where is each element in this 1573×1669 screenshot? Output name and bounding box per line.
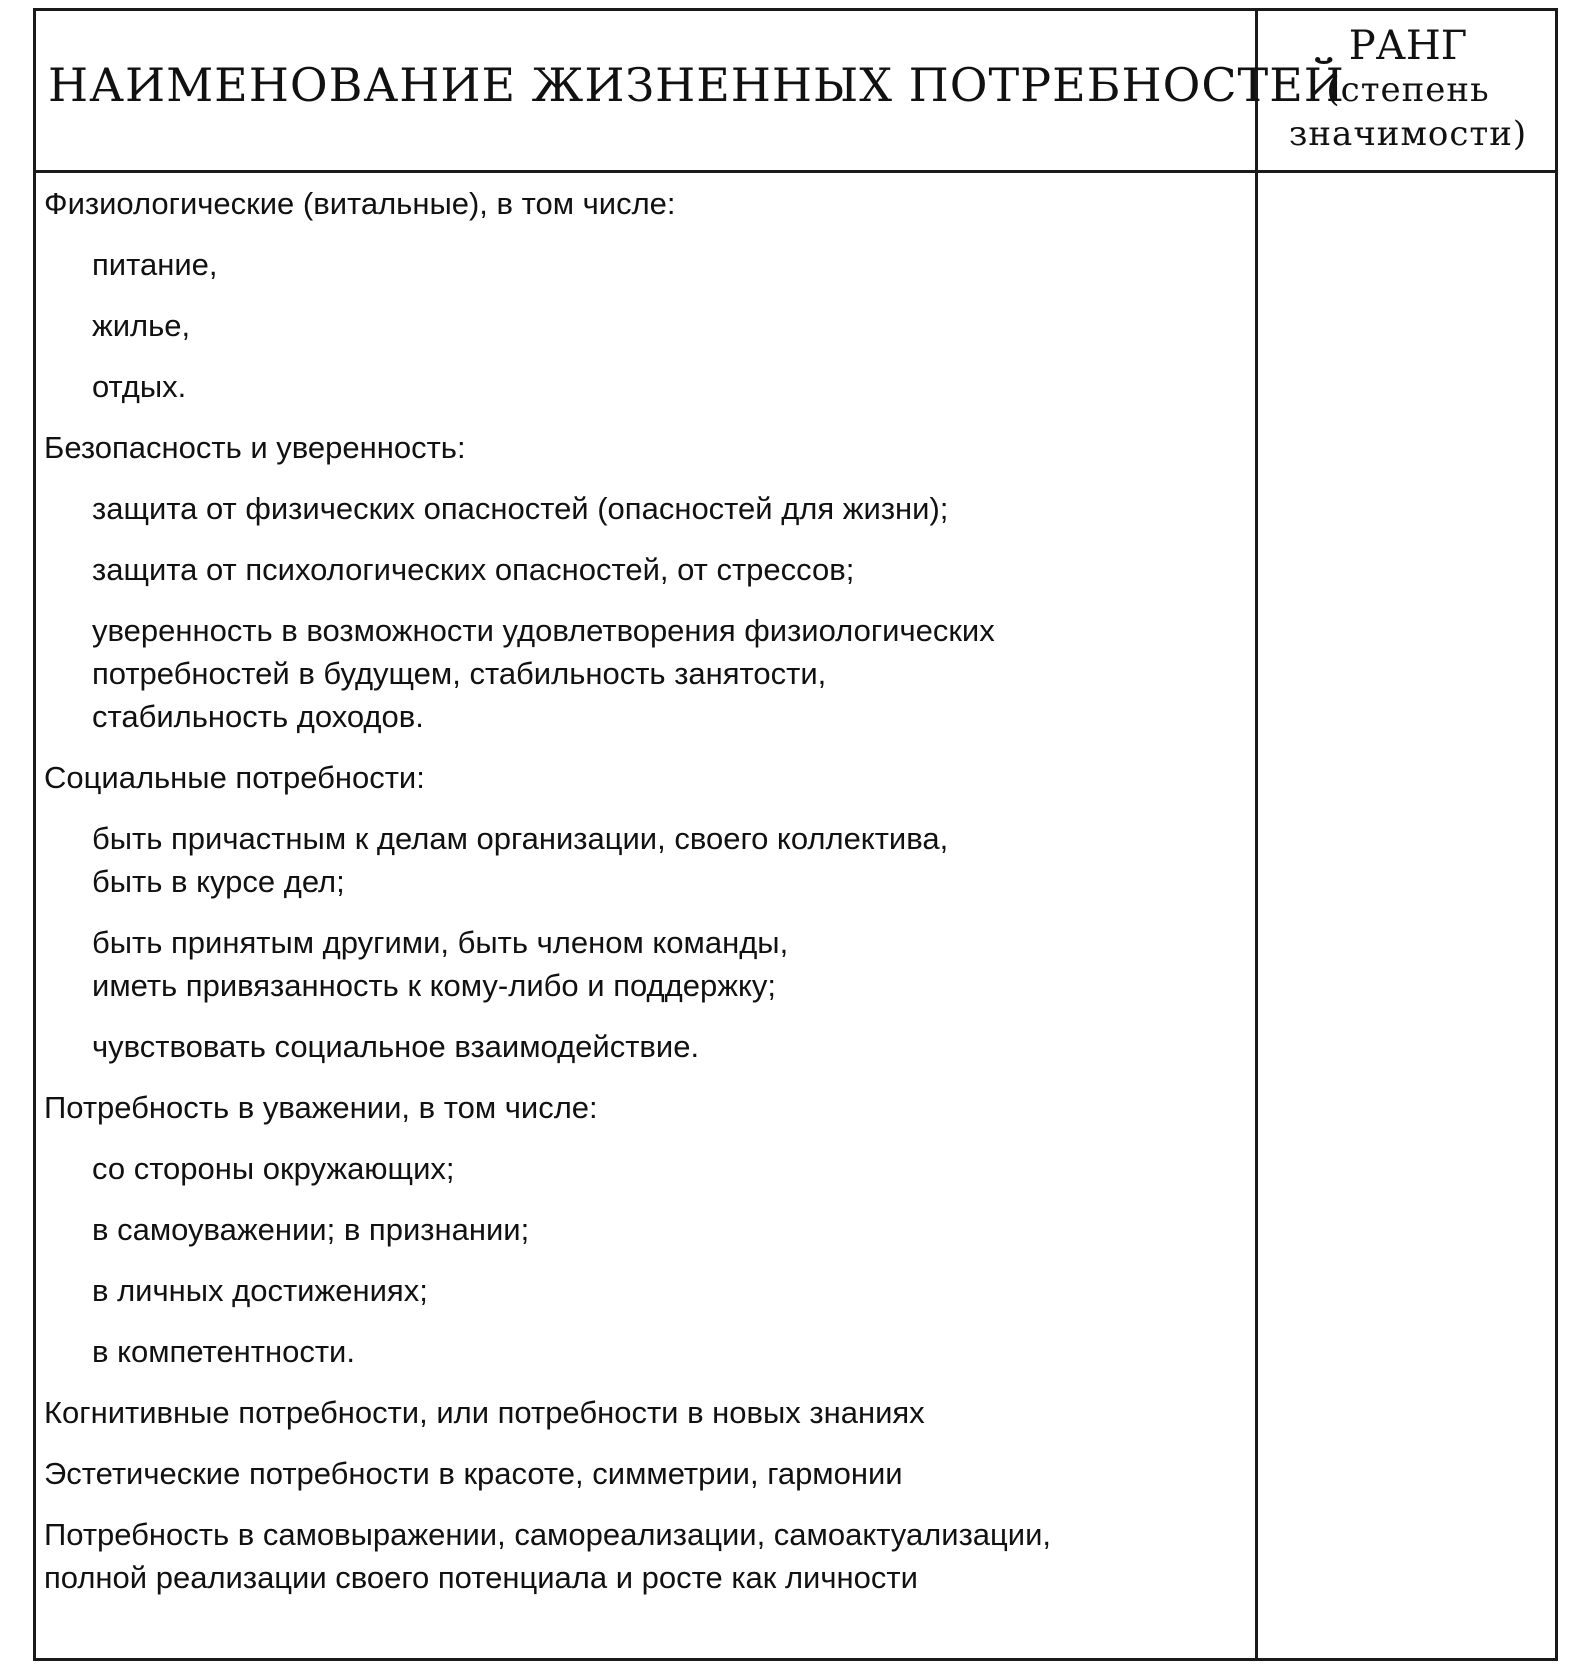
- need-text-line: Когнитивные потребности, или потребности в новых знаниях: [44, 1395, 925, 1430]
- header-rank: [1258, 24, 1558, 156]
- header-needs-name: НАИМЕНОВАНИЕ ЖИЗНЕННЫХ ПОТРЕБНОСТЕЙ: [48, 58, 1345, 112]
- need-text-line: Социальные потребности:: [44, 760, 425, 795]
- need-category: [44, 1391, 1249, 1434]
- need-item: [44, 243, 1249, 286]
- need-text-line: быть в курсе дел;: [92, 864, 345, 899]
- header-rank-subtitle-1: (степень: [1326, 70, 1490, 110]
- header-rank-title: РАНГ: [1348, 23, 1468, 69]
- need-text-line: чувствовать социальное взаимодействие.: [92, 1029, 700, 1064]
- need-category: [44, 1513, 1249, 1599]
- need-category: [44, 182, 1249, 225]
- need-text-line: в компетентности.: [92, 1334, 355, 1369]
- need-item: [44, 548, 1249, 591]
- needs-list: [44, 182, 1249, 1617]
- need-text-line: быть причастным к делам организации, своего коллектива,: [92, 821, 949, 856]
- need-item: [44, 1269, 1249, 1312]
- column-divider: [1255, 8, 1258, 1661]
- need-item: [44, 1025, 1249, 1068]
- need-text-line: в самоуважении; в признании;: [92, 1212, 530, 1247]
- need-text-line: со стороны окружающих;: [92, 1151, 455, 1186]
- need-category: [44, 1086, 1249, 1129]
- need-item: [44, 487, 1249, 530]
- need-text-line: Эстетические потребности в красоте, симметрии, гармонии: [44, 1456, 903, 1491]
- need-text-line: быть принятым другими, быть членом команды,: [92, 925, 789, 960]
- need-text-line: в личных достижениях;: [92, 1273, 428, 1308]
- need-category: [44, 1452, 1249, 1495]
- need-text-line: питание,: [92, 247, 218, 282]
- need-text-line: потребностей в будущем, стабильность занятости,: [92, 656, 827, 691]
- need-text-line: Потребность в уважении, в том числе:: [44, 1090, 598, 1125]
- need-text-line: отдых.: [92, 369, 187, 404]
- need-text-line: защита от физических опасностей (опасностей для жизни);: [92, 491, 949, 526]
- need-category: [44, 426, 1249, 469]
- need-item: [44, 1330, 1249, 1373]
- need-item: [44, 304, 1249, 347]
- header-divider: [33, 170, 1558, 173]
- need-text-line: Безопасность и уверенность:: [44, 430, 466, 465]
- need-item: [44, 609, 1249, 738]
- need-text-line: Физиологические (витальные), в том числе:: [44, 186, 676, 221]
- need-category: [44, 756, 1249, 799]
- need-text-line: стабильность доходов.: [92, 699, 424, 734]
- need-text-line: жилье,: [92, 308, 191, 343]
- need-text-line: иметь привязанность к кому-либо и поддержку;: [92, 968, 776, 1003]
- need-item: [44, 817, 1249, 903]
- header-rank-subtitle-2: значимости): [1288, 114, 1528, 154]
- need-text-line: полной реализации своего потенциала и росте как личности: [44, 1560, 918, 1595]
- need-item: [44, 1147, 1249, 1190]
- need-text-line: уверенность в возможности удовлетворения физиологических: [92, 613, 995, 648]
- need-item: [44, 365, 1249, 408]
- need-text-line: защита от психологических опасностей, от стрессов;: [92, 552, 855, 587]
- need-item: [44, 921, 1249, 1007]
- need-item: [44, 1208, 1249, 1251]
- need-text-line: Потребность в самовыражении, самореализации, самоактуализации,: [44, 1517, 1052, 1552]
